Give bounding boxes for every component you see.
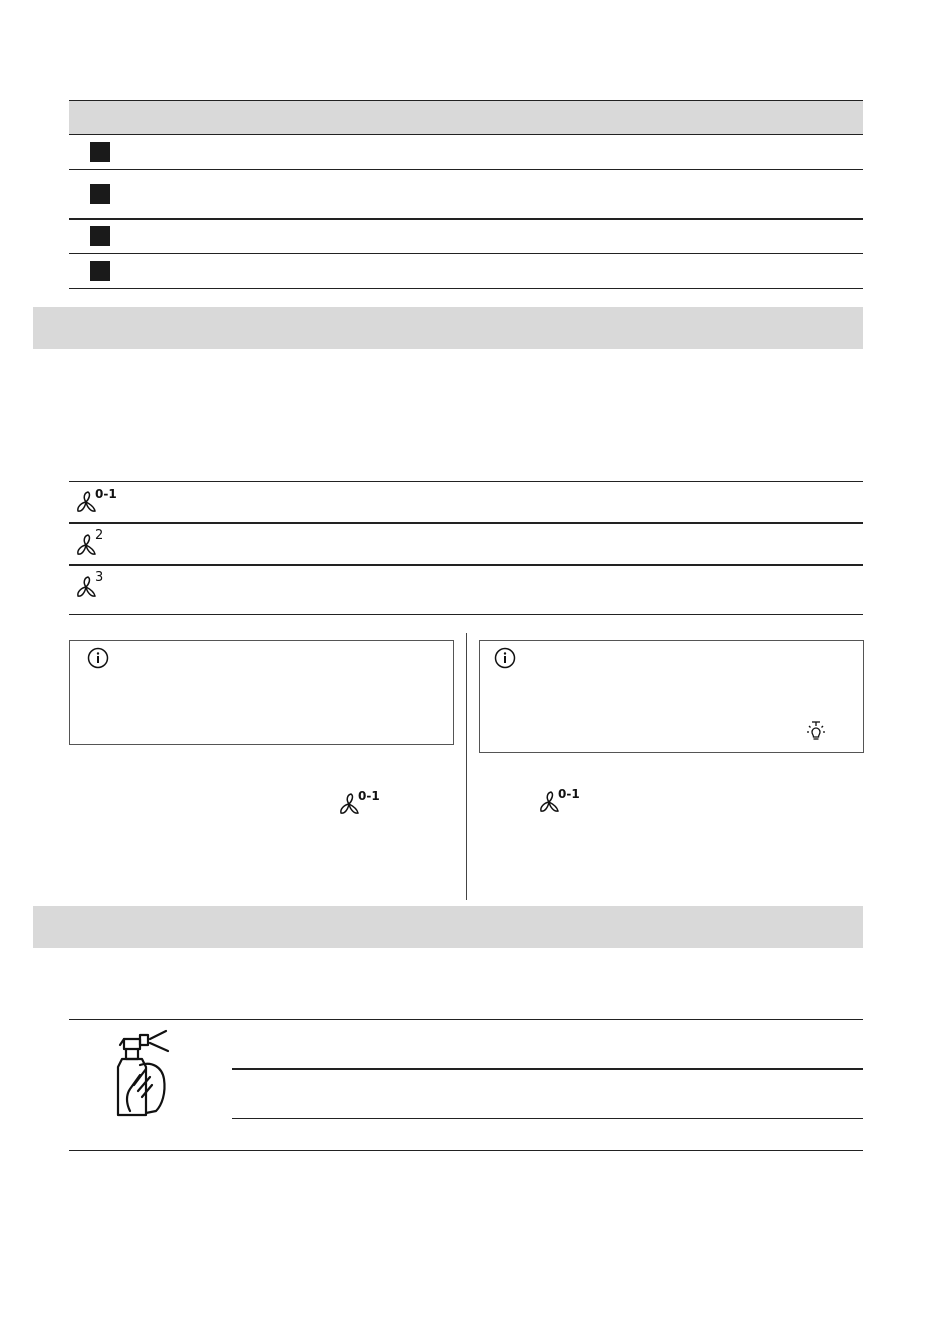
info-icon [494, 647, 516, 669]
fan-speed-superscript: 0-1 [558, 787, 580, 801]
table-header [69, 100, 863, 134]
table-rule [232, 1068, 863, 1070]
info-note-box [69, 640, 454, 745]
square-marker [90, 142, 110, 162]
table-rule [69, 288, 863, 289]
table-rule [232, 1118, 863, 1119]
table-rule [69, 100, 863, 101]
light-bulb-icon [804, 720, 828, 744]
square-marker [90, 184, 110, 204]
table-rule [69, 134, 863, 135]
square-marker [90, 226, 110, 246]
table-rule [69, 1150, 863, 1151]
fan-speed-superscript: 3 [95, 570, 104, 585]
table-rule [69, 564, 863, 566]
table-rule [69, 253, 863, 254]
section-heading-band [33, 906, 863, 948]
table-rule [69, 481, 863, 482]
square-marker [90, 261, 110, 281]
table-rule [69, 522, 863, 524]
fan-speed-superscript: 0-1 [358, 789, 380, 803]
fan-speed-superscript: 0-1 [95, 487, 117, 501]
table-rule [69, 169, 863, 170]
fan-speed-superscript: 2 [95, 528, 104, 543]
info-icon [87, 647, 109, 669]
section-heading-band [33, 307, 863, 349]
spray-cleaning-icon [110, 1025, 174, 1121]
table-rule [69, 614, 863, 615]
column-divider [466, 633, 467, 900]
table-rule [69, 218, 863, 220]
table-rule [69, 1019, 863, 1020]
